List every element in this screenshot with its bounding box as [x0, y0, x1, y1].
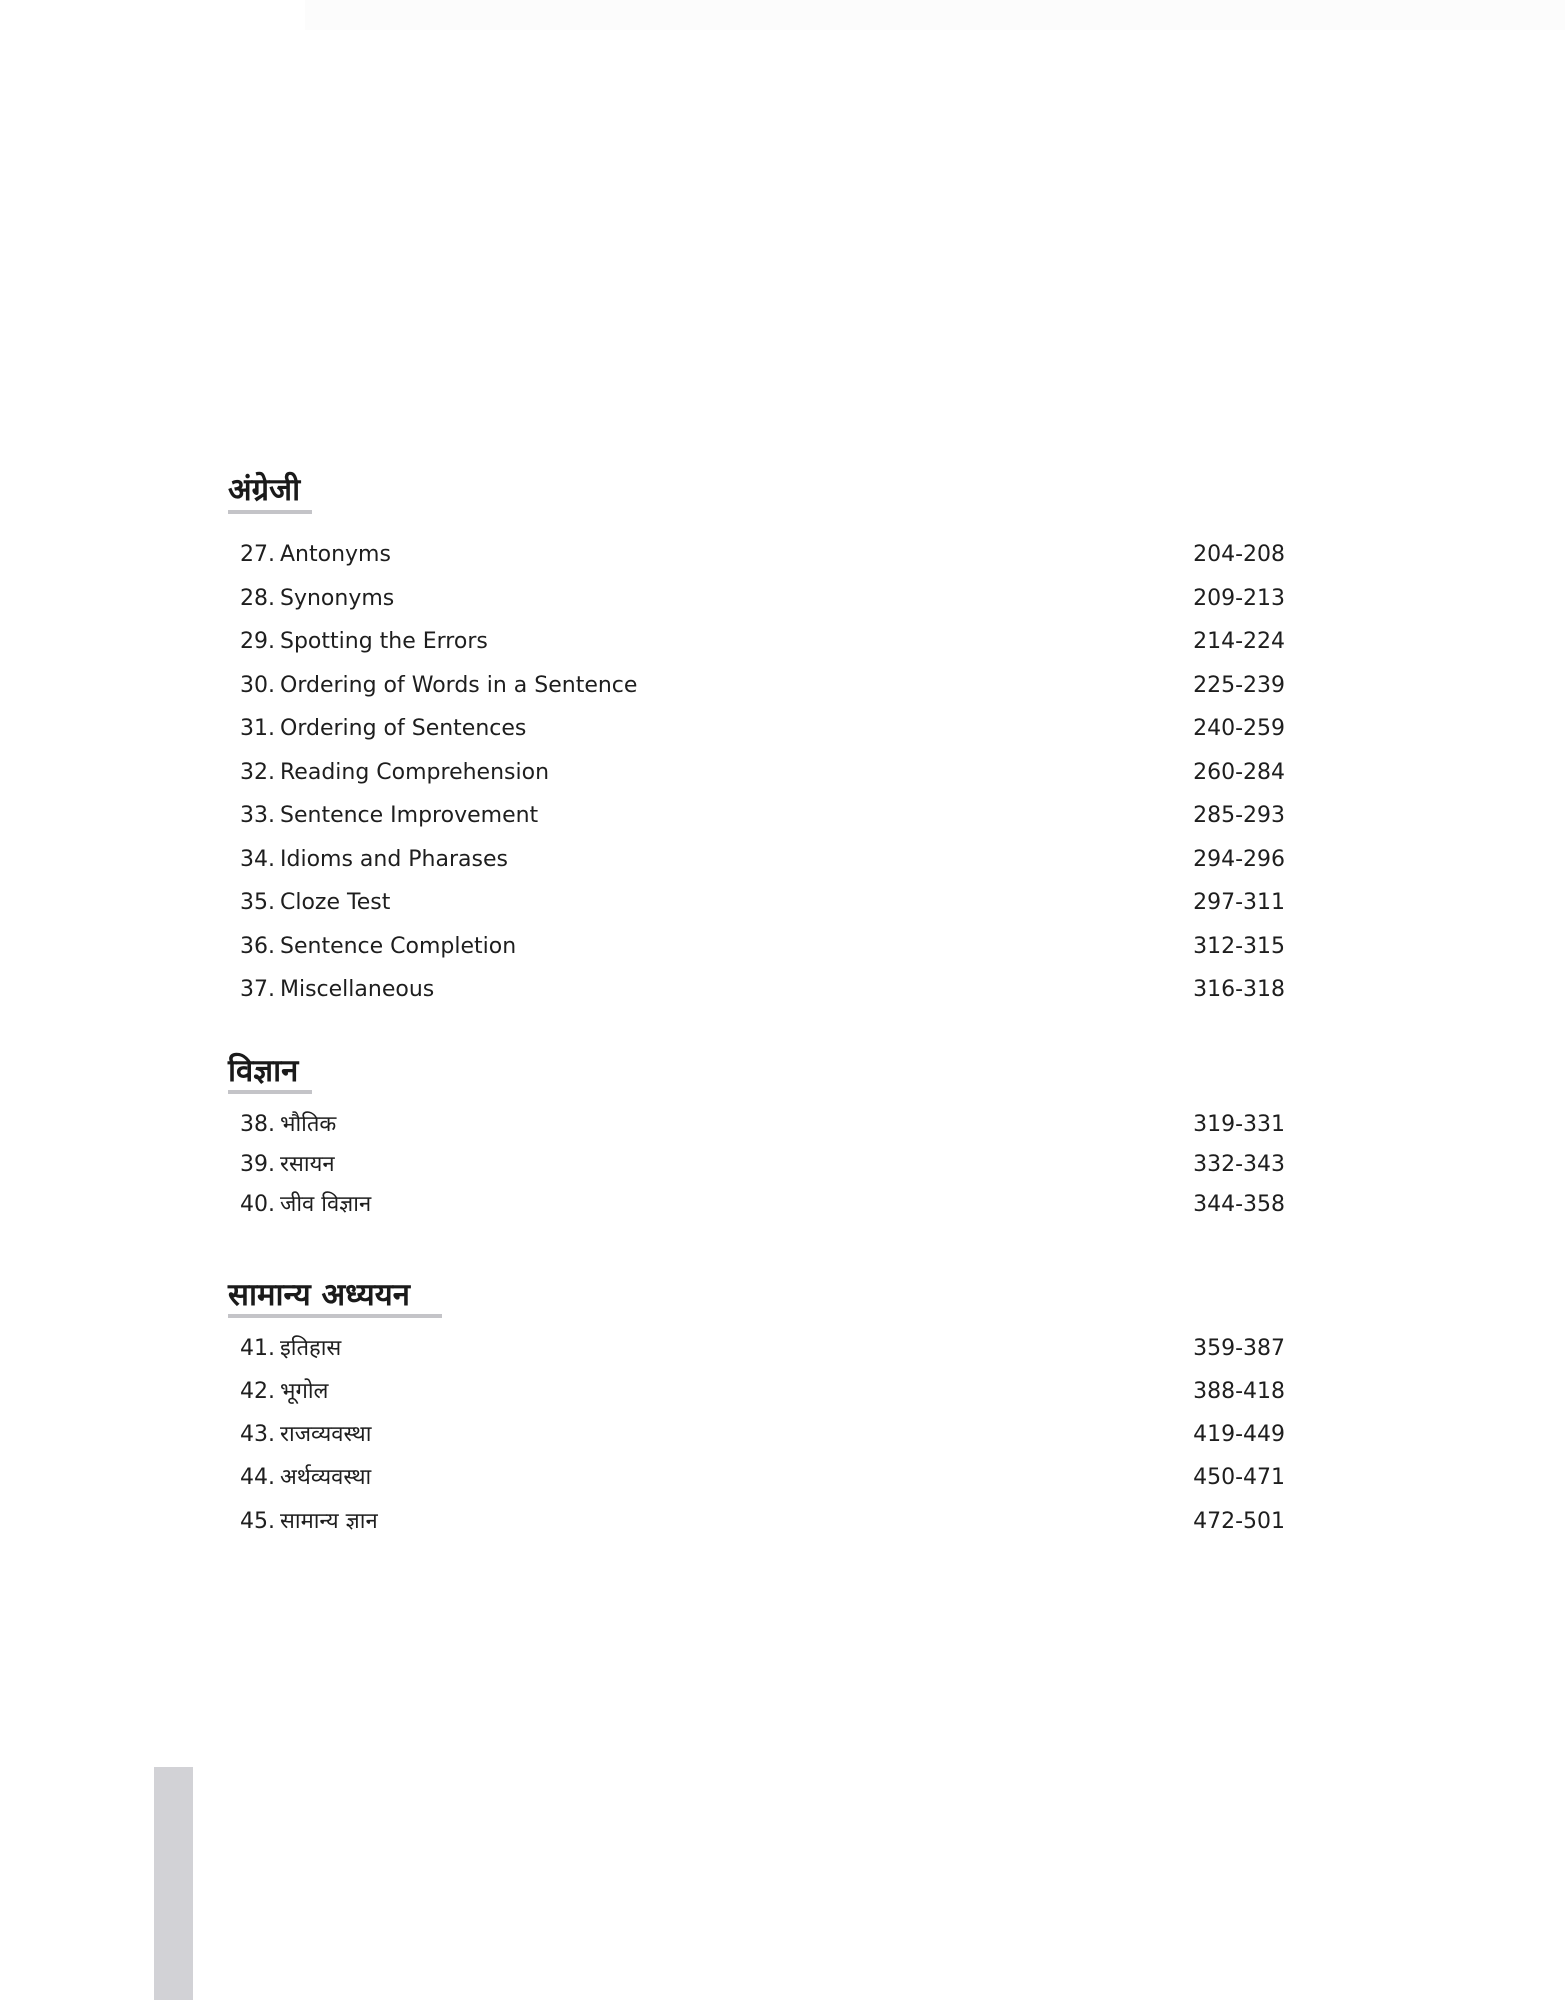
toc-row[interactable] [240, 932, 1285, 962]
item-label: भौतिक [280, 1112, 337, 1137]
item-number: 28. [240, 586, 275, 611]
item-label: Sentence Improvement [280, 803, 539, 828]
section-underline [228, 1090, 312, 1094]
toc-row[interactable] [240, 671, 1285, 701]
item-pages: 204-208 [1193, 542, 1285, 567]
item-label: इतिहास [280, 1336, 342, 1361]
item-number: 41. [240, 1336, 275, 1361]
item-number: 40. [240, 1192, 275, 1217]
item-number: 32. [240, 760, 275, 785]
section-title-english: अंग्रेजी [228, 472, 301, 508]
item-pages: 359-387 [1193, 1336, 1285, 1361]
item-pages: 316-318 [1193, 977, 1285, 1002]
item-number: 35. [240, 890, 275, 915]
item-label: राजव्यवस्था [280, 1422, 372, 1447]
item-number: 38. [240, 1112, 275, 1137]
item-label: अर्थव्यवस्था [280, 1465, 372, 1490]
item-pages: 319-331 [1193, 1112, 1285, 1137]
item-number: 43. [240, 1422, 275, 1447]
item-label: Reading Comprehension [280, 760, 550, 785]
page-edge-bar [154, 1767, 193, 2000]
item-pages: 260-284 [1193, 760, 1285, 785]
toc-row[interactable] [240, 845, 1285, 875]
toc-row[interactable] [240, 1377, 1285, 1407]
item-pages: 312-315 [1193, 934, 1285, 959]
toc-row[interactable] [240, 1507, 1285, 1537]
item-label: सामान्य ज्ञान [280, 1509, 378, 1534]
item-label: Ordering of Sentences [280, 716, 527, 741]
section-title-general-studies: सामान्य अध्ययन [228, 1277, 410, 1313]
toc-row[interactable] [240, 627, 1285, 657]
toc-row[interactable] [240, 584, 1285, 614]
item-pages: 297-311 [1193, 890, 1285, 915]
item-pages: 450-471 [1193, 1465, 1285, 1490]
section-title-science: विज्ञान [228, 1053, 299, 1089]
item-pages: 344-358 [1193, 1192, 1285, 1217]
item-pages: 332-343 [1193, 1152, 1285, 1177]
toc-row[interactable] [240, 975, 1285, 1005]
item-pages: 214-224 [1193, 629, 1285, 654]
toc-row[interactable] [240, 1334, 1285, 1364]
item-label: रसायन [280, 1152, 335, 1177]
item-pages: 209-213 [1193, 586, 1285, 611]
toc-row[interactable] [240, 1420, 1285, 1450]
toc-row[interactable] [240, 758, 1285, 788]
item-number: 34. [240, 847, 275, 872]
top-scan-band [305, 0, 1565, 30]
item-number: 33. [240, 803, 275, 828]
item-pages: 388-418 [1193, 1379, 1285, 1404]
item-pages: 285-293 [1193, 803, 1285, 828]
item-number: 27. [240, 542, 275, 567]
item-number: 29. [240, 629, 275, 654]
toc-row[interactable] [240, 801, 1285, 831]
item-number: 45. [240, 1509, 275, 1534]
item-number: 31. [240, 716, 275, 741]
item-pages: 472-501 [1193, 1509, 1285, 1534]
item-pages: 294-296 [1193, 847, 1285, 872]
toc-row[interactable] [240, 1190, 1285, 1220]
toc-row[interactable] [240, 1150, 1285, 1180]
toc-row[interactable] [240, 1110, 1285, 1140]
item-label: Synonyms [280, 586, 395, 611]
toc-row[interactable] [240, 714, 1285, 744]
item-number: 36. [240, 934, 275, 959]
item-number: 42. [240, 1379, 275, 1404]
item-label: भूगोल [280, 1379, 329, 1404]
section-underline [228, 510, 312, 514]
item-label: Idioms and Pharases [280, 847, 508, 872]
item-number: 39. [240, 1152, 275, 1177]
item-pages: 225-239 [1193, 673, 1285, 698]
item-pages: 240-259 [1193, 716, 1285, 741]
toc-row[interactable] [240, 1463, 1285, 1493]
item-pages: 419-449 [1193, 1422, 1285, 1447]
item-label: Ordering of Words in a Sentence [280, 673, 638, 698]
item-label: Antonyms [280, 542, 391, 567]
toc-row[interactable] [240, 540, 1285, 570]
item-label: Miscellaneous [280, 977, 435, 1002]
item-label: Spotting the Errors [280, 629, 488, 654]
item-number: 44. [240, 1465, 275, 1490]
item-number: 37. [240, 977, 275, 1002]
item-label: जीव विज्ञान [280, 1192, 372, 1217]
section-underline [228, 1314, 442, 1318]
toc-row[interactable] [240, 888, 1285, 918]
item-label: Cloze Test [280, 890, 391, 915]
item-number: 30. [240, 673, 275, 698]
item-label: Sentence Completion [280, 934, 517, 959]
